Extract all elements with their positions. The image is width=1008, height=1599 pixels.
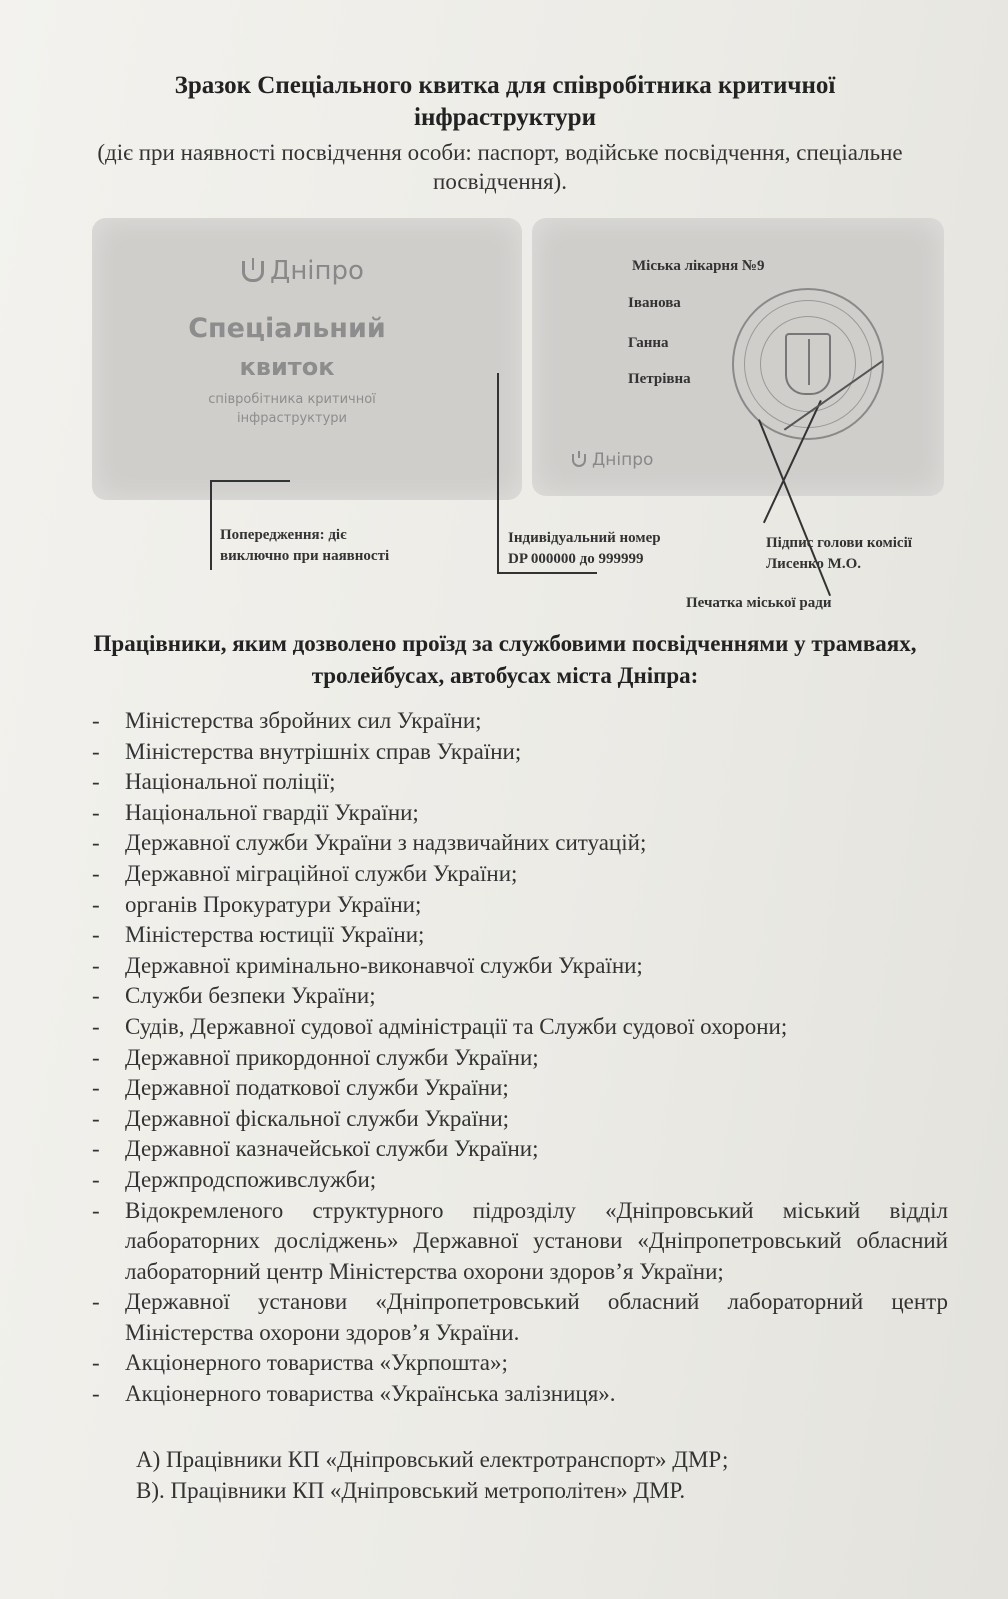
list-item: - Державної служби України з надзвичайних ситуацій; <box>0 828 1008 859</box>
list-item: - органів Прокуратури України; <box>0 890 1008 921</box>
list-item: - Держпродспоживслужби; <box>0 1165 1008 1196</box>
number-callout <box>508 528 661 570</box>
callout-line <box>210 480 290 482</box>
list-item: - Державної фіскальної служби України; <box>0 1104 1008 1135</box>
ticket-title-line2: квиток <box>239 353 335 381</box>
additional-item-a: А) Працівники КП «Дніпровський електротранспорт» ДМР; <box>136 1447 729 1472</box>
list-item: - Державної казначейської служби України; <box>0 1134 1008 1165</box>
additional-workers <box>136 1444 728 1506</box>
document-subtitle: (діє при наявності посвідчення особи: паспорт, водійське посвідчення, спеціальне посвідчення). <box>97 140 903 194</box>
warning-line2: виключно при наявності <box>220 548 390 564</box>
number-line2: DP 000000 до 999999 <box>508 551 644 567</box>
callout-line <box>497 373 499 573</box>
holder-surname: Іванова <box>628 295 681 311</box>
additional-item-b: В). Працівники КП «Дніпровський метрополітен» ДМР. <box>136 1478 686 1503</box>
list-item: - Державної установи «Дніпропетровський обласний лабораторний центр Міністерства охорони здоров’я України. <box>0 1287 1008 1348</box>
list-item: - Державної податкової служби України; <box>0 1073 1008 1104</box>
callout-line <box>210 480 212 570</box>
warning-line1: Попередження: діє <box>220 527 347 543</box>
holder-name: Ганна <box>628 335 669 351</box>
list-item: - Міністерства збройних сил України; <box>0 706 1008 737</box>
section-heading: Працівники, яким дозволено проїзд за службовими посвідченнями у трамваях, тролейбусах, автобусах міста Дніпра: <box>93 631 917 688</box>
warning-callout <box>220 525 389 567</box>
holder-organization: Міська лікарня №9 <box>632 258 765 274</box>
ticket-title-line1: Спеціальний <box>188 313 386 344</box>
ticket-subtitle <box>92 390 492 428</box>
ticket-subtitle-line1: співробітника критичної <box>208 392 376 407</box>
list-item: - Державної міграційної служби України; <box>0 859 1008 890</box>
logo-text-small: Дніпро <box>592 450 654 470</box>
ticket-back-card <box>532 218 944 496</box>
stamp-callout: Печатка міської ради <box>686 595 832 611</box>
dnipro-logo-icon <box>572 454 586 467</box>
list-item: - Національної поліції; <box>0 767 1008 798</box>
list-item: - Відокремленого структурного підрозділу «Дніпровський міський відділ лабораторних досліджень» Державної установи «Дніпропетровський обласний лабораторний центр Міністерства охорони здоров’я України; <box>0 1196 1008 1288</box>
number-line1: Індивідуальний номер <box>508 530 661 546</box>
dnipro-logo-icon <box>242 261 264 282</box>
signature-line2: Лисенко М.О. <box>766 556 861 572</box>
signature-callout <box>766 533 912 575</box>
list-item: - Служби безпеки України; <box>0 981 1008 1012</box>
callout-line <box>497 572 597 574</box>
holder-patronymic: Петрівна <box>628 371 691 387</box>
dnipro-logo-small <box>572 450 653 470</box>
logo-text: Дніпро <box>270 256 364 286</box>
list-item: - Національної гвардії України; <box>0 798 1008 829</box>
signature-line1: Підпис голови комісії <box>766 535 912 551</box>
list-item: - Акціонерного товариства «Українська залізниця». <box>0 1379 1008 1410</box>
list-item: - Судів, Державної судової адміністрації та Служби судової охорони; <box>0 1012 1008 1043</box>
dnipro-logo <box>242 256 364 286</box>
list-item: - Державної кримінально-виконавчої служби України; <box>0 951 1008 982</box>
document-title: Зразок Спеціального квитка для співробітника критичної інфраструктури <box>174 72 836 131</box>
ticket-subtitle-line2: інфраструктури <box>237 411 347 426</box>
list-item: - Акціонерного товариства «Укрпошта»; <box>0 1348 1008 1379</box>
list-item: - Міністерства внутрішніх справ України; <box>0 737 1008 768</box>
list-item: - Державної прикордонної служби України; <box>0 1043 1008 1074</box>
list-item: - Міністерства юстиції України; <box>0 920 1008 951</box>
employee-list <box>0 706 1008 1410</box>
ticket-front-card <box>92 218 522 500</box>
